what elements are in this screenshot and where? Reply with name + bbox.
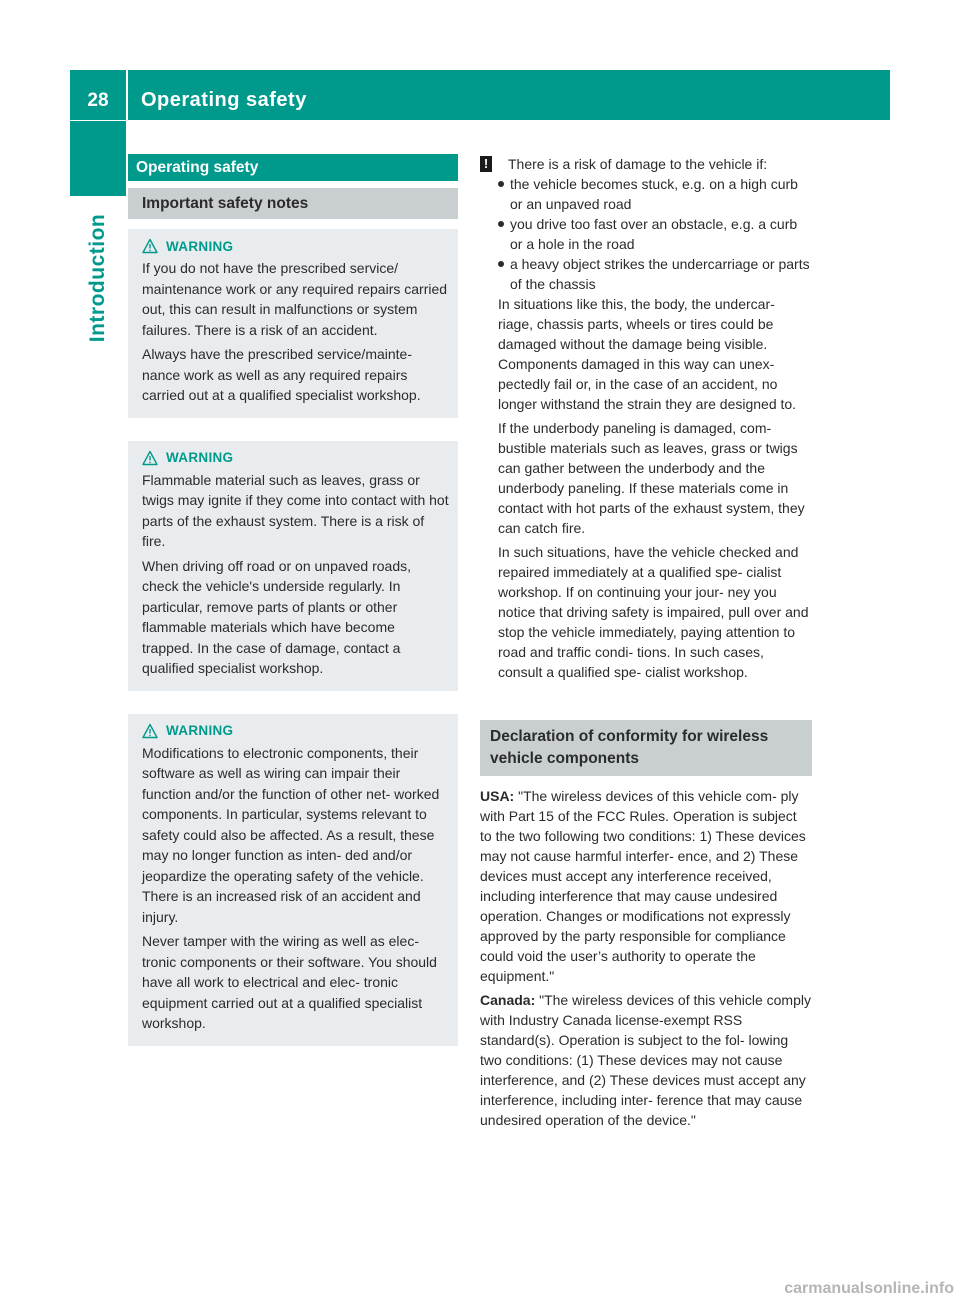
warning-label: WARNING — [166, 723, 234, 738]
warning-box — [128, 714, 458, 1046]
list-item: the vehicle becomes stuck, e.g. on a high curb or an unpaved road — [498, 174, 812, 214]
warning-label: WARNING — [166, 450, 234, 465]
declaration-body — [480, 786, 812, 1130]
warning-header — [142, 237, 450, 255]
exclamation-icon: ! — [480, 156, 492, 172]
notice-paragraph: In such situations, have the vehicle checked and repaired immediately at a qualified spe- cialist workshop. If on continuing your jour- ney you notice that driving safety is impaired, pull over and stop the vehicle immediately, paying attention to road and traffic condi- tions. In such cases, consult a qualified spe- cialist workshop. — [498, 544, 809, 680]
canada-text: "The wireless devices of this vehicle comply with Industry Canada license-exempt RSS standard(s). Operation is subject to the fol- lowing two conditions: (1) These devices may not cause interference, and (2) These devices must accept any interference, including inter- ference that may cause undesired operation of the device." — [480, 992, 811, 1128]
warning-triangle-icon — [142, 238, 158, 254]
warning-box — [128, 441, 458, 691]
warning-text: Modifications to electronic components, their software as well as wiring can impair their function and/or the function of other net- worked components. In particular, systems relevant to safety could also be affected. As a result, these may no longer function as inten- ded and/or jeopardize the operating safety of the vehicle. There is an increased risk of an accident and injury. — [142, 744, 440, 925]
warning-header — [142, 449, 450, 467]
list-item: a heavy object strikes the undercarriage or parts of the chassis — [498, 254, 812, 294]
header-divider — [126, 70, 128, 120]
warning-text: If you do not have the prescribed service/ maintenance work or any required repairs carried out, this can result in malfunctions or system failures. There is a risk of an accident. — [142, 260, 448, 338]
page-number: 28 — [87, 90, 109, 111]
warning-text: Never tamper with the wiring as well as elec- tronic components or their software. You should have all work to electrical and elec- tronic equipment carried out at a qualified specialist workshop. — [142, 933, 437, 1031]
warning-box — [128, 229, 458, 418]
right-column — [480, 154, 812, 1134]
notice-lead: There is a risk of damage to the vehicle if: — [508, 156, 768, 172]
declaration-title: Declaration of conformity for wireless vehicle components — [480, 720, 812, 776]
warning-text: Flammable material such as leaves, grass or twigs may ignite if they come into contact with hot parts of the exhaust system. There is a risk of fire. — [142, 471, 449, 549]
warning-text: Always have the prescribed service/mainte- nance work as well as any required repairs carried out at a qualified specialist workshop. — [142, 346, 421, 403]
warning-text: When driving off road or on unpaved roads, check the vehicle's underside regularly. In particular, remove parts of plants or other flammable materials which have become trapped. In the case of damage, contact a qualified specialist workshop. — [142, 557, 412, 676]
notice-bullet-list — [498, 174, 812, 294]
usa-text: "The wireless devices of this vehicle com- ply with Part 15 of the FCC Rules. Operation is subject to the two following two conditions: 1) These devices may not cause harmful interfer- ence, and 2) These devices must accept any interference received, including interference that may cause undesired operation. Changes or modifications not expressly approved by the party responsible for compliance could void the user’s authority to operate the equipment." — [480, 788, 806, 984]
usa-paragraph — [480, 786, 812, 986]
notice-paragraph: In situations like this, the body, the undercar- riage, chassis parts, wheels or tires could be damaged without the damage being visible. Components damaged in this way can unex- pectedly fail or, in the case of an accident, no longer withstand the strain they are designed to. — [498, 296, 797, 412]
list-item: you drive too fast over an obstacle, e.g. a curb or a hole in the road — [498, 214, 812, 254]
side-chapter-label: Introduction — [86, 213, 109, 343]
canada-paragraph — [480, 990, 812, 1130]
footer-watermark: carmanualsonline.info — [784, 1280, 954, 1297]
usa-label: USA: — [480, 788, 515, 804]
warning-header — [142, 722, 450, 740]
canada-label: Canada: — [480, 992, 536, 1008]
notice-header — [480, 154, 812, 174]
side-tab-block — [70, 121, 126, 196]
notice-paragraph: If the underbody paneling is damaged, com- bustible materials such as leaves, grass or twigs can gather between the underbody and the underbody paneling. If these materials come in contact with hot parts of the exhaust system, they can catch fire. — [498, 420, 805, 536]
warning-triangle-icon — [142, 450, 158, 466]
notice-body — [498, 294, 812, 682]
warning-label: WARNING — [166, 238, 234, 254]
subsection-title: Important safety notes — [128, 188, 458, 219]
page-title: Operating safety — [141, 89, 307, 111]
warning-triangle-icon — [142, 723, 158, 739]
section-title: Operating safety — [128, 154, 458, 181]
left-column — [128, 154, 458, 1046]
